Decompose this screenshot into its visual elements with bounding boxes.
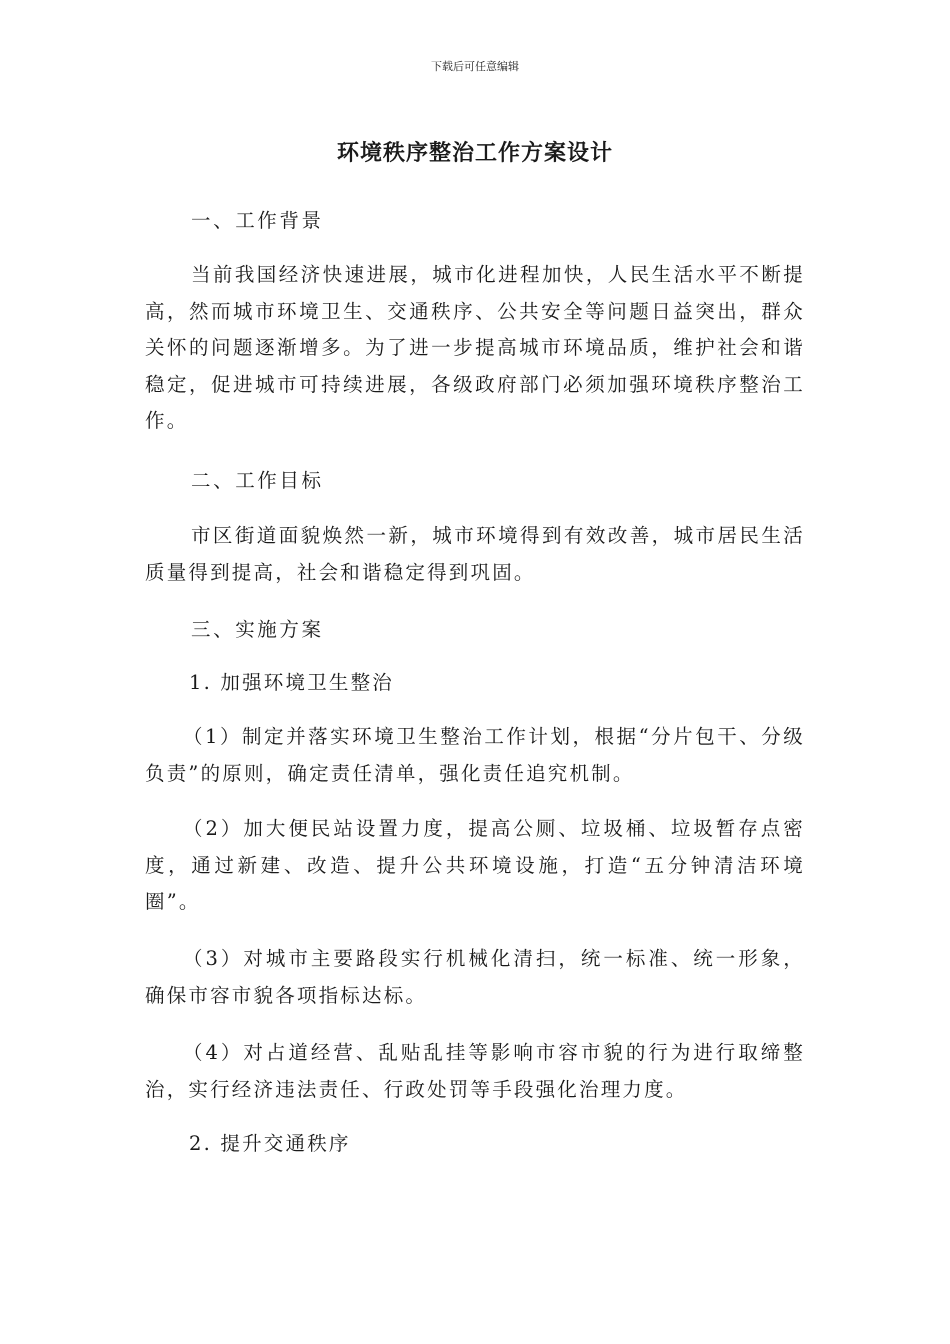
list-item-3: （3）对城市主要路段实行机械化清扫，统一标准、统一形象，确保市容市貌各项指标达标。 [145,947,805,1007]
document-title: 环境秩序整治工作方案设计 [336,141,613,166]
list-item-4: （4）对占道经营、乱贴乱挂等影响市容市貌的行为进行取缔整治，实行经济违法责任、行政处罚等手段强化治理力度。 [145,1041,805,1101]
section-heading-goals: 二、工作目标 [191,469,324,492]
paragraph-background: 当前我国经济快速进展，城市化进程加快，人民生活水平不断提高，然而城市环境卫生、交通秩序、公共安全等问题日益突出，群众关怀的问题逐渐增多。为了进一步提高城市环境品质，维护社会和谐稳定，促进城市可持续进展，各级政府部门必须加强环境秩序整治工作。 [145,263,805,432]
list-item-2: （2）加大便民站设置力度，提高公厕、垃圾桶、垃圾暂存点密度，通过新建、改造、提升公共环境设施，打造“五分钟清洁环境圈”。 [145,817,805,913]
section-heading-plan: 三、实施方案 [191,618,324,641]
subsection-heading-sanitation: 1. 加强环境卫生整治 [189,671,395,694]
paragraph-goals: 市区街道面貌焕然一新，城市环境得到有效改善，城市居民生活质量得到提高，社会和谐稳定得到巩固。 [145,524,805,584]
subsection-heading-traffic: 2. 提升交通秩序 [189,1132,351,1155]
section-heading-background: 一、工作背景 [191,209,324,232]
list-item-1: （1）制定并落实环境卫生整治工作计划，根据“分片包干、分级负责”的原则，确定责任清单，强化责任追究机制。 [145,725,805,785]
header-note: 下载后可任意编辑 [431,60,519,73]
